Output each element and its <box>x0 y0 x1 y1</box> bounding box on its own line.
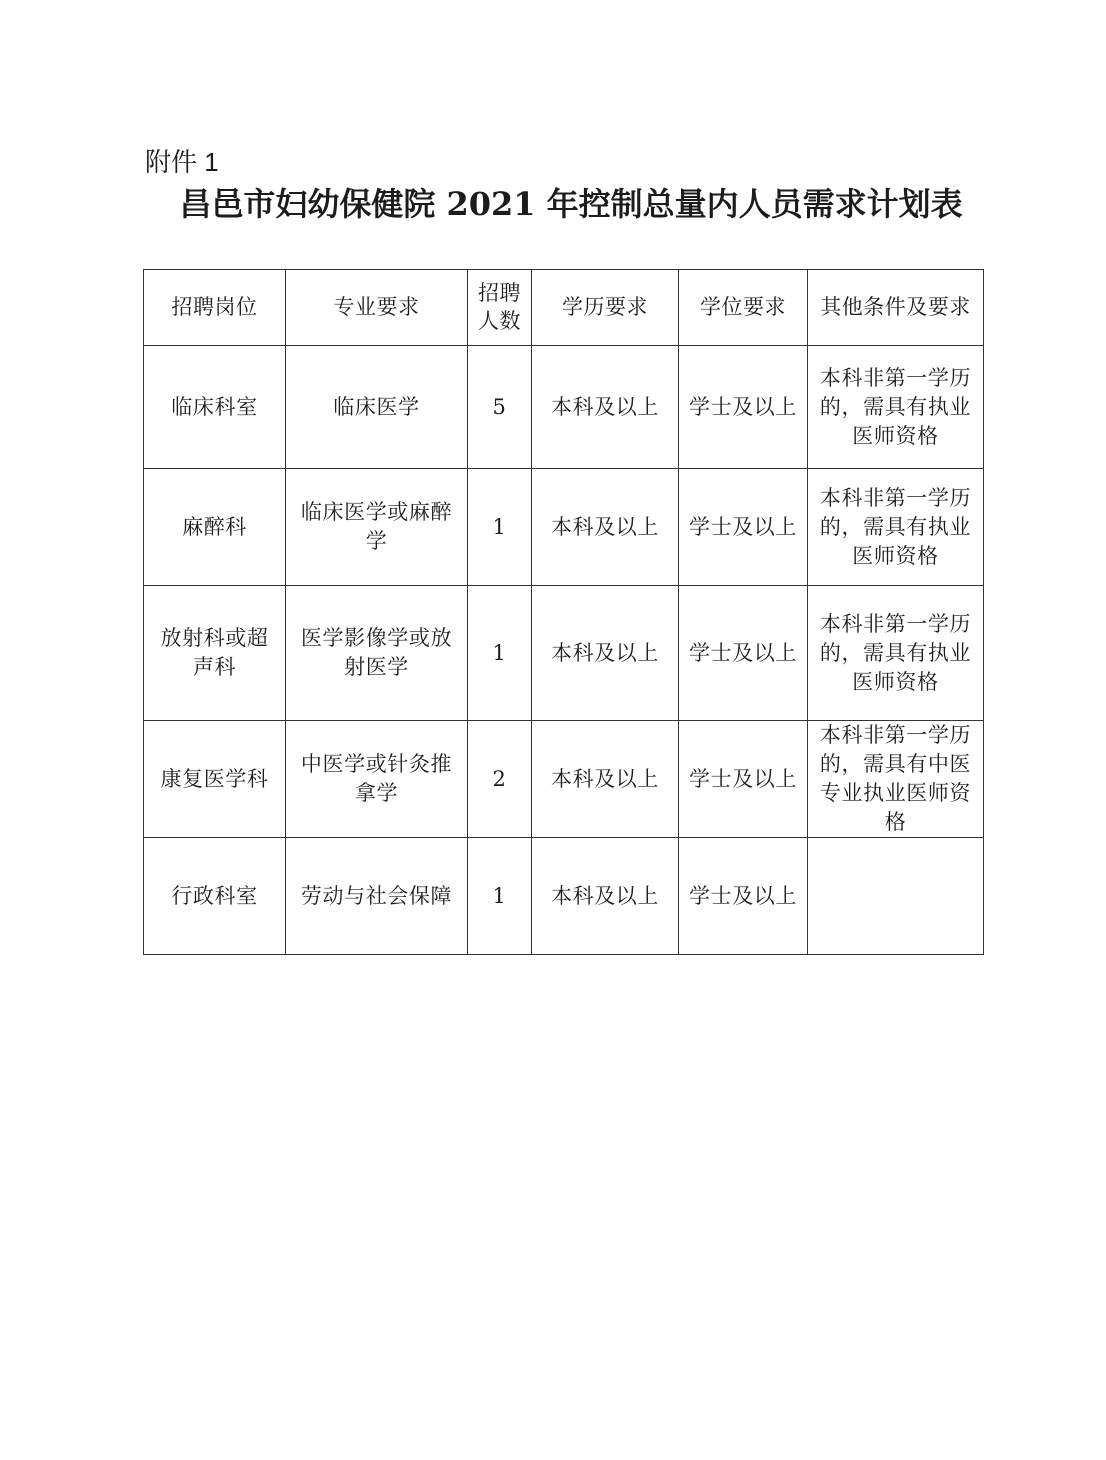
header-position <box>144 270 286 346</box>
cell-education-text: 本科及以上 <box>551 883 659 908</box>
cell-other <box>808 586 984 721</box>
cell-degree <box>679 469 808 586</box>
header-other-label: 其他条件及要求 <box>820 295 971 319</box>
cell-other <box>808 838 984 955</box>
cell-major <box>286 346 468 469</box>
cell-position <box>144 469 286 586</box>
cell-position <box>144 586 286 721</box>
cell-education <box>532 838 679 955</box>
header-degree <box>679 270 808 346</box>
header-count <box>468 270 532 346</box>
cell-degree-text: 学士及以上 <box>689 766 797 791</box>
cell-degree <box>679 838 808 955</box>
cell-degree-text: 学士及以上 <box>689 394 797 419</box>
cell-position-text: 行政科室 <box>171 883 258 908</box>
cell-position <box>144 838 286 955</box>
cell-degree-text: 学士及以上 <box>689 883 797 908</box>
cell-count: 5 <box>468 346 532 469</box>
table-row <box>144 838 984 955</box>
cell-count: 1 <box>468 586 532 721</box>
header-count-label: 招聘人数 <box>478 281 521 333</box>
cell-degree-text: 学士及以上 <box>689 514 797 539</box>
cell-major <box>286 721 468 838</box>
header-degree-label: 学位要求 <box>700 295 786 319</box>
cell-education <box>532 586 679 721</box>
document-title: 昌邑市妇幼保健院 2021 年控制总量内人员需求计划表 <box>179 185 963 223</box>
header-major <box>286 270 468 346</box>
header-other <box>808 270 984 346</box>
cell-count: 1 <box>468 469 532 586</box>
cell-major-text: 中医学或针灸推拿学 <box>300 752 453 805</box>
cell-position-text: 麻醉科 <box>182 514 247 539</box>
cell-degree <box>679 586 808 721</box>
attachment-label: 附件 1 <box>145 147 219 177</box>
cell-position-text: 康复医学科 <box>160 766 269 791</box>
cell-education <box>532 469 679 586</box>
cell-major-text: 医学影像学或放射医学 <box>300 626 453 679</box>
cell-major-text: 临床医学或麻醉学 <box>300 500 453 553</box>
cell-education-text: 本科及以上 <box>551 640 659 665</box>
cell-major <box>286 469 468 586</box>
cell-education-text: 本科及以上 <box>551 394 659 419</box>
cell-education <box>532 721 679 838</box>
header-education-label: 学历要求 <box>562 295 648 319</box>
table-row <box>144 346 984 469</box>
cell-degree <box>679 346 808 469</box>
recruitment-plan-table <box>143 269 984 955</box>
cell-education-text: 本科及以上 <box>551 766 659 791</box>
cell-position-text: 放射科或超声科 <box>160 626 269 679</box>
cell-major-text: 劳动与社会保障 <box>300 883 453 908</box>
cell-degree-text: 学士及以上 <box>689 640 797 665</box>
cell-count: 1 <box>468 838 532 955</box>
cell-education-text: 本科及以上 <box>551 514 659 539</box>
cell-other <box>808 721 984 838</box>
cell-position <box>144 346 286 469</box>
header-position-label: 招聘岗位 <box>171 295 258 319</box>
cell-degree <box>679 721 808 838</box>
cell-other <box>808 346 984 469</box>
header-major-label: 专业要求 <box>333 295 420 319</box>
cell-other-text: 本科非第一学历的，需具有执业医师资格 <box>819 611 972 694</box>
cell-major-text: 临床医学 <box>333 394 420 419</box>
cell-major <box>286 838 468 955</box>
table-row <box>144 586 984 721</box>
cell-position <box>144 721 286 838</box>
header-education <box>532 270 679 346</box>
cell-major <box>286 586 468 721</box>
cell-other-text: 本科非第一学历的，需具有执业医师资格 <box>819 365 972 448</box>
cell-count: 2 <box>468 721 532 838</box>
cell-other <box>808 469 984 586</box>
cell-other-text: 本科非第一学历的，需具有中医专业执业医师资格 <box>819 723 972 834</box>
cell-education <box>532 346 679 469</box>
table-row <box>144 469 984 586</box>
cell-position-text: 临床科室 <box>171 394 258 419</box>
cell-other-text: 本科非第一学历的，需具有执业医师资格 <box>819 485 972 568</box>
table-row <box>144 721 984 838</box>
table-header-row <box>144 270 984 346</box>
